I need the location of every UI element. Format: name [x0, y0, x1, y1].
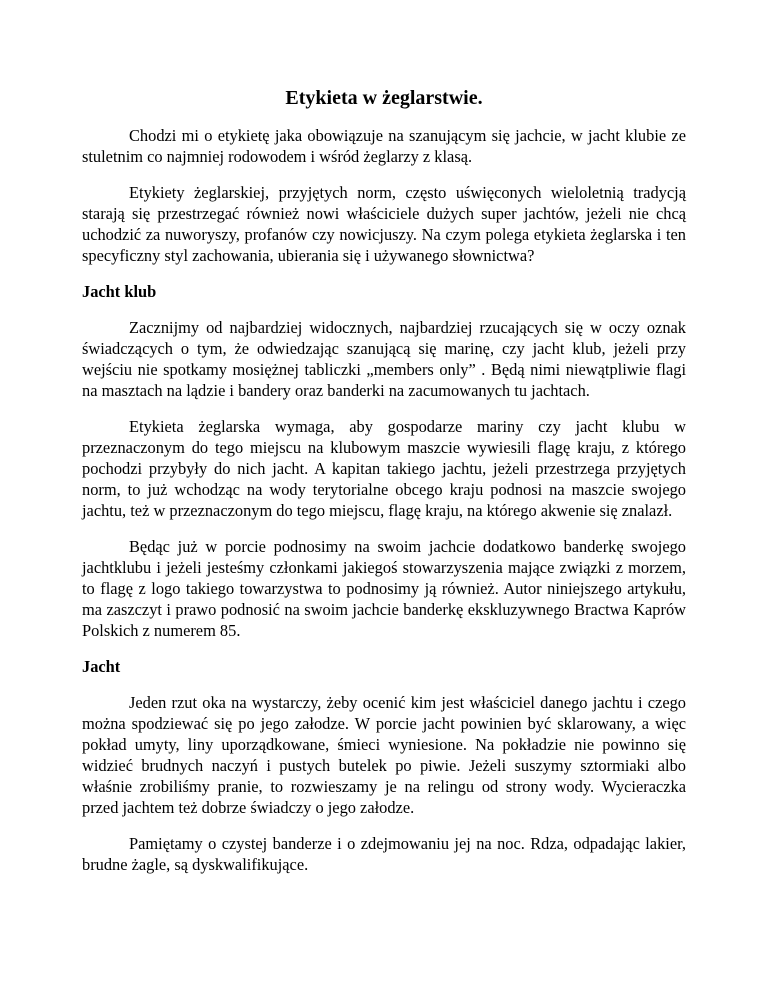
- jacht-klub-paragraph-3: Będąc już w porcie podnosimy na swoim jachcie dodatkowo banderkę swojego jachtklubu i jeżeli jesteśmy członkami jakiegoś stowarzyszenia mające związki z morzem, to flagę z logo takiego towarzystwa to podnosimy ją również. Autor niniejszego artykułu, ma zaszczyt i prawo podnosić na swoim jachcie banderkę ekskluzywnego Bractwa Kaprów Polskich z numerem 85.: [82, 537, 686, 640]
- intro-paragraph-1: Chodzi mi o etykietę jaka obowiązuje na szanującym się jachcie, w jacht klubie ze stuletnim co najmniej rodowodem i wśród żeglarzy z klasą.: [82, 126, 686, 166]
- document-title: Etykieta w żeglarstwie.: [285, 87, 483, 109]
- jacht-paragraph-1: Jeden rzut oka na wystarczy, żeby ocenić kim jest właściciel danego jachtu i czego można spodziewać się po jego załodze. W porcie jacht powinien być sklarowany, a więc pokład umyty, liny uporządkowane, śmieci wyniesione. Na pokładzie nie powinno się widzieć brudnych naczyń i pustych butelek po piwie. Jeżeli suszymy sztormiaki albo właśnie zrobiliśmy pranie, to rozwieszamy je na relingu od strony wody. Wycieraczka przed jachtem też dobrze świadczy o jego załodze.: [82, 693, 686, 817]
- section-heading-jacht: Jacht: [82, 657, 121, 676]
- section-heading-jacht-klub: Jacht klub: [82, 282, 157, 301]
- jacht-klub-paragraph-1: Zacznijmy od najbardziej widocznych, najbardziej rzucających się w oczy oznak świadczących o tym, że odwiedzając szanującą się marinę, czy jacht klub, jeżeli przy wejściu nie spotkamy mosiężnej tabliczki „members only” . Będą nimi niewątpliwie flagi na masztach na lądzie i bandery oraz banderki na zacumowanych tu jachtach.: [82, 318, 686, 400]
- document-page: [82, 84, 686, 890]
- intro-paragraph-2: Etykiety żeglarskiej, przyjętych norm, często uświęconych wieloletnią tradycją starają się przestrzegać również nowi właściciele dużych super jachtów, jeżeli nie chcą uchodzić za nuworyszy, profanów czy nowicjuszy. Na czym polega etykieta żeglarska i ten specyficzny styl zachowania, ubierania się i używanego słownictwa?: [82, 183, 686, 265]
- jacht-paragraph-2: Pamiętamy o czystej banderze i o zdejmowaniu jej na noc. Rdza, odpadając lakier, brudne żagle, są dyskwalifikujące.: [82, 834, 686, 874]
- jacht-klub-paragraph-2: Etykieta żeglarska wymaga, aby gospodarze mariny czy jacht klubu w przeznaczonym do tego miejscu na klubowym maszcie wywiesili flagę kraju, z którego pochodzi przybyły do nich jacht. A kapitan takiego jachtu, jeżeli przestrzega przyjętych norm, to już wchodząc na wody terytorialne obcego kraju podnosi na maszcie swojego jachtu, też w przeznaczonym do tego miejscu, flagę kraju, na którego akwenie się znalazł.: [82, 417, 686, 520]
